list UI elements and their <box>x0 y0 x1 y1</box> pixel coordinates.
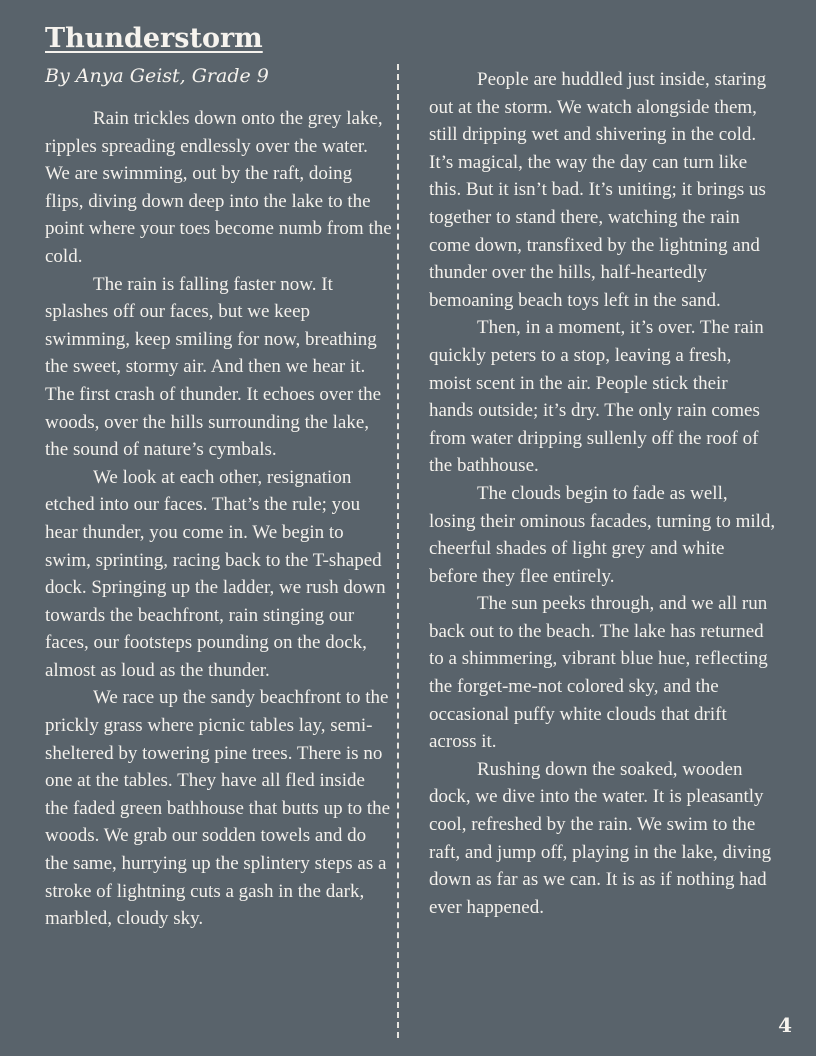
paragraph: The sun peeks through, and we all run back out to the beach. The lake has returned to a shimmering, vibrant blue hue, reflecting the forget-me-not colored sky, and the occasional puffy white clouds that drift across it. <box>429 593 768 753</box>
paragraph: We look at each other, resignation etched into our faces. That’s the rule; you hear thunder, you come in. We begin to swim, sprinting, racing back to the T-shaped dock. Springing up the ladder, we rush down towards the beachfront, rain stinging our faces, our footsteps pounding on the dock, almost as loud as the thunder. <box>45 466 386 681</box>
article-byline: By Anya Geist, Grade 9 <box>45 65 269 87</box>
paragraph: Rushing down the soaked, wooden dock, we dive into the water. It is pleasantly cool, refreshed by the rain. We swim to the raft, and jump off, playing in the lake, diving down as far as we can. It is as if nothing had ever happened. <box>429 758 772 918</box>
paragraph: Then, in a moment, it’s over. The rain quickly peters to a stop, leaving a fresh, moist scent in the air. People stick their hands outside; it’s dry. The only rain comes from water dripping sullenly off the roof of the bathhouse. <box>429 317 764 477</box>
paragraph: People are huddled just inside, staring out at the storm. We watch alongside them, still dripping wet and shivering in the cold. It’s magical, the way the day can turn like this. But it isn’t bad. It’s uniting; it brings us together to stand there, watching the rain come down, transfixed by the lightning and thunder over the hills, half-heartedly bemoaning beach toys left in the sand. <box>429 69 767 311</box>
paragraph: We race up the sandy beachfront to the prickly grass where picnic tables lay, semi-sheltered by towering pine trees. There is no one at the tables. They have all fled inside the faded green bathhouse that butts up to the woods. We grab our sodden towels and do the same, hurrying up the splintery steps as a stroke of lightning cuts a gash in the dark, marbled, cloudy sky. <box>45 687 391 930</box>
paragraph: The clouds begin to fade as well, losing their ominous facades, turning to mild, cheerful shades of light grey and white before they flee entirely. <box>429 482 776 587</box>
paragraph: Rain trickles down onto the grey lake, ripples spreading endlessly over the water. We are swimming, out by the raft, doing flips, diving down deep into the lake to the point where your toes become numb from the cold. <box>45 108 392 267</box>
left-column <box>45 105 392 933</box>
page-number: 4 <box>778 1013 792 1037</box>
paragraph: The rain is falling faster now. It splashes off our faces, but we keep swimming, keep smiling for now, breathing the sweet, stormy air. And then we hear it. The first crash of thunder. It echoes over the woods, over the hills surrounding the lake, the sound of nature’s cymbals. <box>45 273 382 461</box>
article-title: Thunderstorm <box>45 23 263 54</box>
right-column <box>429 66 776 921</box>
column-divider <box>397 64 399 1038</box>
